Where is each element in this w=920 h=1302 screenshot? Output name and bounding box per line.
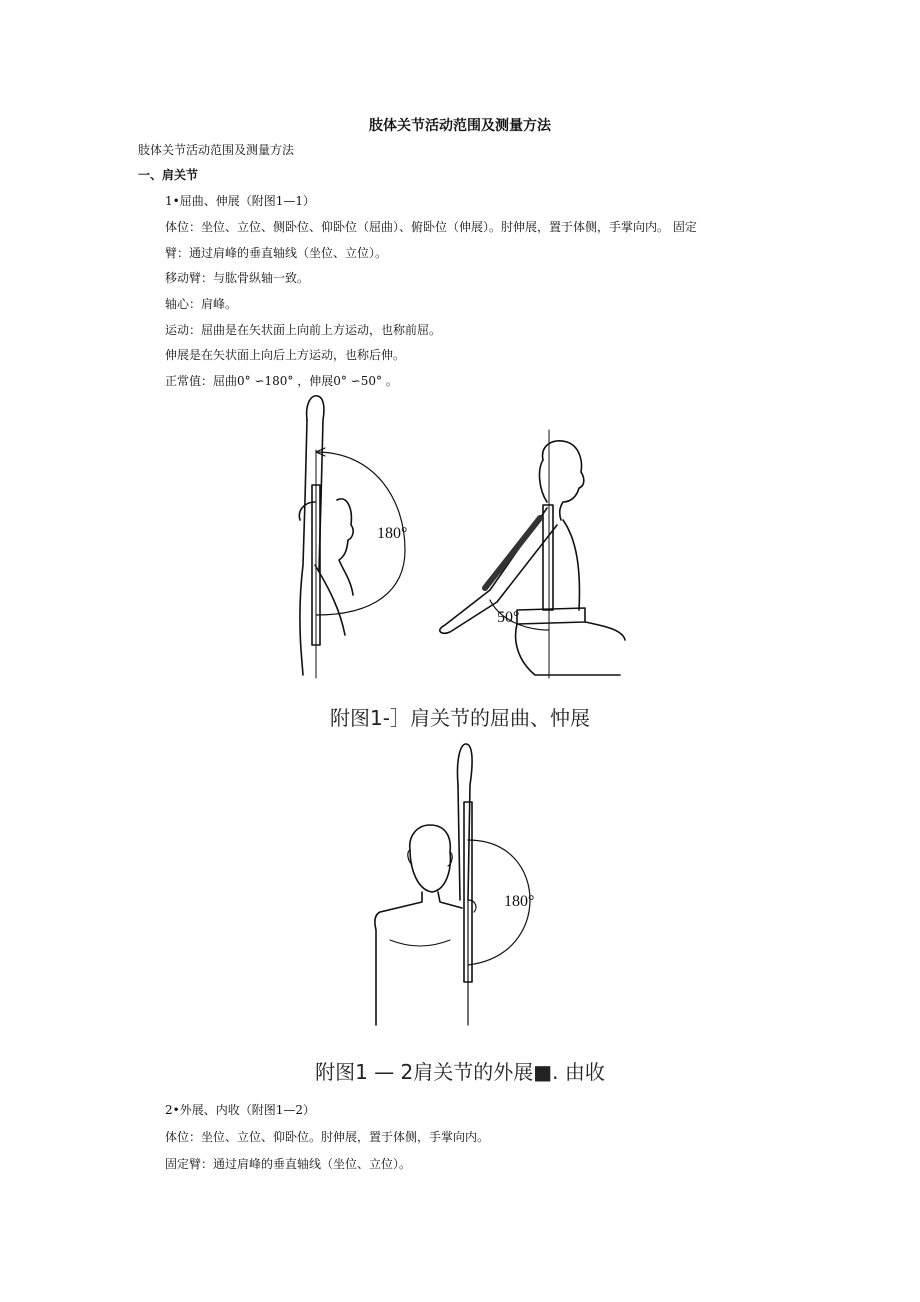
chest-outline-2	[563, 520, 579, 610]
page-title: 肢体关节活动范围及测量方法	[369, 118, 551, 134]
item1-line7: 正常值：屈曲0° ∽180° ，伸展0° ∽50° 。	[165, 374, 398, 388]
raised-arm-inner	[458, 785, 460, 900]
item2-line1: 体位：坐位、立位、仰卧位。肘伸展，置于体侧，手掌向内。	[165, 1130, 490, 1144]
item2-heading: 2•外展、内收（附图1—2）	[165, 1103, 315, 1117]
face-profile	[337, 499, 353, 595]
item1-line6: 伸展是在矢状面上向后上方运动，也称后伸。	[165, 348, 406, 362]
face-front	[410, 825, 451, 892]
figure1-angle-50: 50°	[497, 609, 520, 626]
item1-line1: 体位：坐位、立位、侧卧位、仰卧位（屈曲）、俯卧位（伸展）。肘伸展，置于体侧，手掌向内。 固定	[165, 220, 697, 234]
body-back-outline	[300, 420, 307, 675]
section-heading-shoulder: 一、肩关节	[138, 168, 199, 182]
neck-right	[438, 892, 462, 908]
item1-line2: 臂：通过肩峰的垂直轴线（坐位、立位）。	[165, 246, 388, 260]
ears	[408, 850, 452, 866]
goniometer-arm-fixed-2	[543, 505, 553, 610]
item1-line3: 移动臂：与肱骨纵轴一致。	[165, 271, 310, 285]
head-back-2	[540, 460, 547, 502]
figure2-caption: 附图1 — 2肩关节的外展■. 由收	[315, 1060, 605, 1084]
chest-line	[390, 940, 450, 946]
raised-arm-outline	[307, 396, 324, 570]
goniometer-arm-moving	[485, 518, 540, 588]
item1-heading: 1•屈曲、伸展（附图1—1）	[165, 194, 315, 208]
thigh-outline	[585, 622, 625, 640]
figure2-angle-180: 180°	[504, 893, 535, 910]
item2-line2: 固定臂：通过肩峰的垂直轴线（坐位、立位）。	[165, 1157, 412, 1171]
seat-outline	[516, 624, 620, 675]
left-shoulder-outline	[375, 892, 422, 1025]
figure1-angle-180: 180°	[377, 525, 408, 542]
figure1-caption: 附图1-］肩关节的屈曲、忡展	[330, 706, 590, 730]
item1-line4: 轴心：肩峰。	[165, 297, 238, 311]
figure1-illustration	[285, 390, 630, 680]
figure2-illustration	[370, 740, 570, 1030]
doc-subtitle: 肢体关节活动范围及测量方法	[138, 143, 295, 157]
item1-line5: 运动：屈曲是在矢状面上向前上方运动，也称前屈。	[165, 323, 442, 337]
